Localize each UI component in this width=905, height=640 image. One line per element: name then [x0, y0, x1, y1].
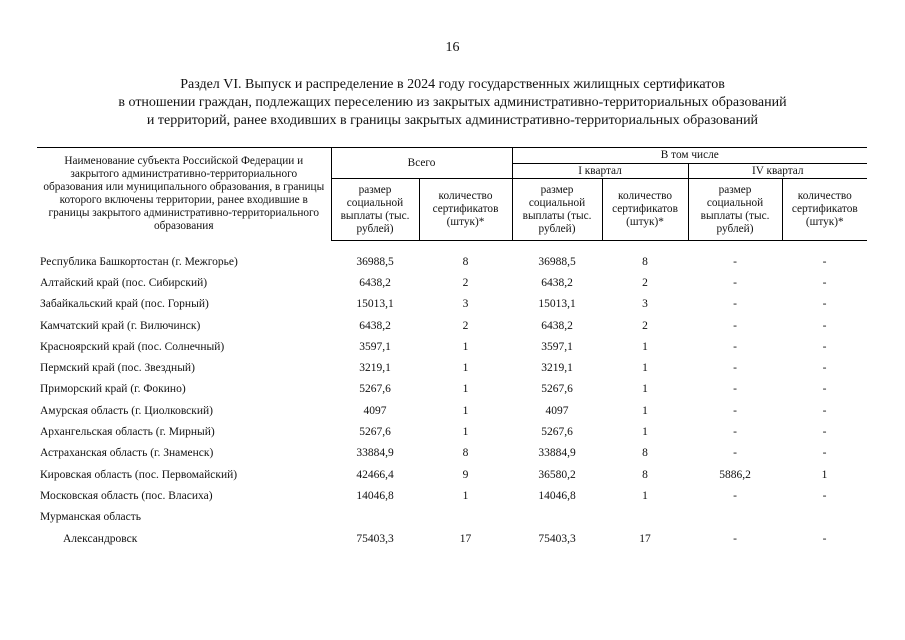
table-row [37, 272, 867, 293]
cell-total-cnt: 2 [462, 319, 469, 332]
cell-total-cnt: 1 [462, 404, 469, 417]
cell-total-pay: 5267,6 [359, 383, 391, 396]
cell-q4-pay: 5886,2 [719, 468, 751, 481]
cell-q4-cnt: - [822, 447, 827, 460]
cell-q4-cnt: - [822, 340, 827, 353]
cell-q1-cnt: 1 [642, 489, 648, 502]
cell-total-pay: 6438,2 [359, 319, 391, 332]
cell-total-cnt: 1 [462, 489, 469, 502]
row-name: Алтайский край (пос. Сибирский) [40, 276, 208, 289]
cell-q1-cnt: 1 [642, 404, 648, 417]
row-name: Кировская область (пос. Первомайский) [40, 468, 238, 481]
table-row [37, 315, 867, 336]
cell-q4-cnt [782, 507, 867, 528]
cell-q1-cnt: 1 [642, 426, 648, 439]
row-name: Александровск [63, 532, 138, 545]
cell-q1-cnt: 3 [642, 298, 648, 311]
cell-q4-cnt: - [822, 532, 827, 545]
cell-q4-pay [688, 507, 782, 528]
table-row [37, 421, 867, 442]
cell-total-cnt: 3 [462, 298, 469, 311]
cell-q4-pay: - [733, 447, 737, 460]
cell-q1-cnt: 2 [642, 319, 648, 332]
cell-total-cnt: 1 [462, 340, 469, 353]
header-total-payment: размер социальной выплаты (тыс. рублей) [331, 179, 419, 241]
cell-total-cnt: 2 [462, 276, 469, 289]
cell-q4-cnt: - [822, 362, 827, 375]
table-row [37, 379, 867, 400]
cell-q4-cnt: 1 [821, 468, 828, 481]
cell-q1-cnt: 8 [642, 468, 648, 481]
row-name: Мурманская область [40, 511, 142, 524]
table-row [37, 507, 867, 528]
header-q4-payment: размер социальной выплаты (тыс. рублей) [688, 179, 782, 241]
cell-total-pay: 3597,1 [359, 340, 391, 353]
cell-total-pay: 36988,5 [356, 255, 394, 268]
cell-q1-pay [512, 507, 602, 528]
cell-q1-pay: 5267,6 [541, 383, 573, 396]
cell-total-pay: 75403,3 [356, 532, 394, 545]
cell-total-pay: 42466,4 [356, 468, 394, 481]
table-row [37, 464, 867, 485]
header-q1-count: количество сертификатов (штук)* [602, 179, 688, 241]
cell-q4-pay: - [733, 362, 737, 375]
cell-q4-pay: - [733, 383, 737, 396]
table-header [37, 147, 867, 241]
header-q1: I квартал [512, 164, 688, 179]
row-name: Астраханская область (г. Знаменск) [40, 447, 214, 460]
cell-q4-pay: - [733, 319, 737, 332]
cell-q1-cnt: 1 [642, 383, 648, 396]
cell-q1-pay: 3219,1 [541, 362, 573, 375]
cell-q4-cnt: - [822, 276, 827, 289]
cell-q1-pay: 36580,2 [538, 468, 576, 481]
cell-q4-cnt: - [822, 426, 827, 439]
cell-total-pay: 5267,6 [359, 426, 391, 439]
header-including: В том числе [512, 148, 867, 164]
header-name-column: Наименование субъекта Российской Федерации и закрытого административно-территориального образования или муниципального образования, в границы которого включены территории, ранее входившие в границы закрытого административно-территориального образования [37, 148, 331, 241]
cell-q4-cnt: - [822, 383, 827, 396]
cell-q4-pay: - [733, 255, 737, 268]
title-line-2: в отношении граждан, подлежащих переселению из закрытых административно-территориальных образований [118, 95, 787, 110]
cell-total-pay [331, 507, 419, 528]
cell-q1-cnt: 17 [639, 532, 651, 545]
cell-q1-pay: 4097 [545, 404, 569, 417]
cell-total-cnt: 1 [462, 426, 469, 439]
cell-q1-pay: 6438,2 [541, 319, 573, 332]
page-number: 16 [445, 40, 460, 55]
cell-q4-pay: - [733, 298, 737, 311]
table-row [37, 294, 867, 315]
cell-q4-pay: - [733, 340, 737, 353]
cell-total-cnt: 8 [462, 447, 469, 460]
cell-q1-pay: 33884,9 [538, 447, 576, 460]
cell-q1-cnt: 1 [642, 362, 648, 375]
cell-total-cnt: 1 [462, 362, 469, 375]
cell-q1-cnt: 8 [642, 447, 648, 460]
cell-q1-cnt: 2 [642, 276, 648, 289]
cell-q4-cnt: - [822, 319, 827, 332]
cell-total-cnt: 17 [459, 532, 472, 545]
row-name: Архангельская область (г. Мирный) [40, 426, 215, 439]
cell-total-pay: 15013,1 [356, 298, 394, 311]
section-title [0, 76, 905, 130]
row-name: Амурская область (г. Циолковский) [40, 404, 214, 417]
cell-q1-cnt [602, 507, 688, 528]
row-name: Пермский край (пос. Звездный) [40, 362, 195, 375]
cell-q4-pay: - [733, 489, 737, 502]
row-name: Приморский край (г. Фокино) [40, 383, 186, 396]
table-row [37, 528, 867, 549]
cell-q1-pay: 3597,1 [541, 340, 573, 353]
title-line-3: и территорий, ранее входивших в границы закрытых административно-территориальных образований [146, 113, 759, 128]
cell-q1-cnt: 1 [642, 340, 648, 353]
cell-q4-pay: - [733, 532, 737, 545]
table-row [37, 443, 867, 464]
cell-q1-pay: 36988,5 [538, 255, 576, 268]
cell-q1-pay: 15013,1 [538, 298, 576, 311]
data-table [37, 251, 867, 549]
table-row [37, 485, 867, 506]
cell-total-cnt: 9 [462, 468, 469, 481]
cell-total-cnt [419, 507, 512, 528]
table-row [37, 357, 867, 378]
table-row [37, 400, 867, 421]
row-name: Забайкальский край (пос. Горный) [40, 298, 209, 311]
row-name: Республика Башкортостан (г. Межгорье) [40, 255, 238, 268]
cell-total-pay: 6438,2 [359, 276, 391, 289]
cell-q1-pay: 5267,6 [541, 426, 573, 439]
cell-total-cnt: 8 [462, 255, 469, 268]
header-total-count: количество сертификатов (штук)* [419, 179, 512, 241]
header-total: Всего [331, 148, 512, 179]
cell-q4-cnt: - [822, 255, 827, 268]
title-line-1: Раздел VI. Выпуск и распределение в 2024 году государственных жилищных сертификатов [180, 77, 725, 92]
table-row [37, 336, 867, 357]
row-name: Красноярский край (пос. Солнечный) [40, 340, 225, 353]
cell-q1-pay: 14046,8 [538, 489, 576, 502]
table-row [37, 251, 867, 272]
cell-q1-cnt: 8 [642, 255, 648, 268]
cell-q4-cnt: - [822, 298, 827, 311]
row-name: Камчатский край (г. Вилючинск) [40, 319, 201, 332]
row-name: Московская область (пос. Власиха) [40, 489, 213, 502]
cell-q1-pay: 6438,2 [541, 276, 573, 289]
cell-total-pay: 3219,1 [359, 362, 391, 375]
cell-q1-pay: 75403,3 [538, 532, 576, 545]
cell-q4-cnt: - [822, 489, 827, 502]
header-q1-payment: размер социальной выплаты (тыс. рублей) [512, 179, 602, 241]
header-q4: IV квартал [688, 164, 867, 179]
cell-q4-cnt: - [822, 404, 827, 417]
cell-total-pay: 14046,8 [356, 489, 394, 502]
header-q4-count: количество сертификатов (штук)* [782, 179, 867, 241]
cell-total-cnt: 1 [462, 383, 469, 396]
cell-total-pay: 4097 [363, 404, 387, 417]
cell-total-pay: 33884,9 [356, 447, 394, 460]
cell-q4-pay: - [733, 404, 737, 417]
cell-q4-pay: - [733, 426, 737, 439]
cell-q4-pay: - [733, 276, 737, 289]
